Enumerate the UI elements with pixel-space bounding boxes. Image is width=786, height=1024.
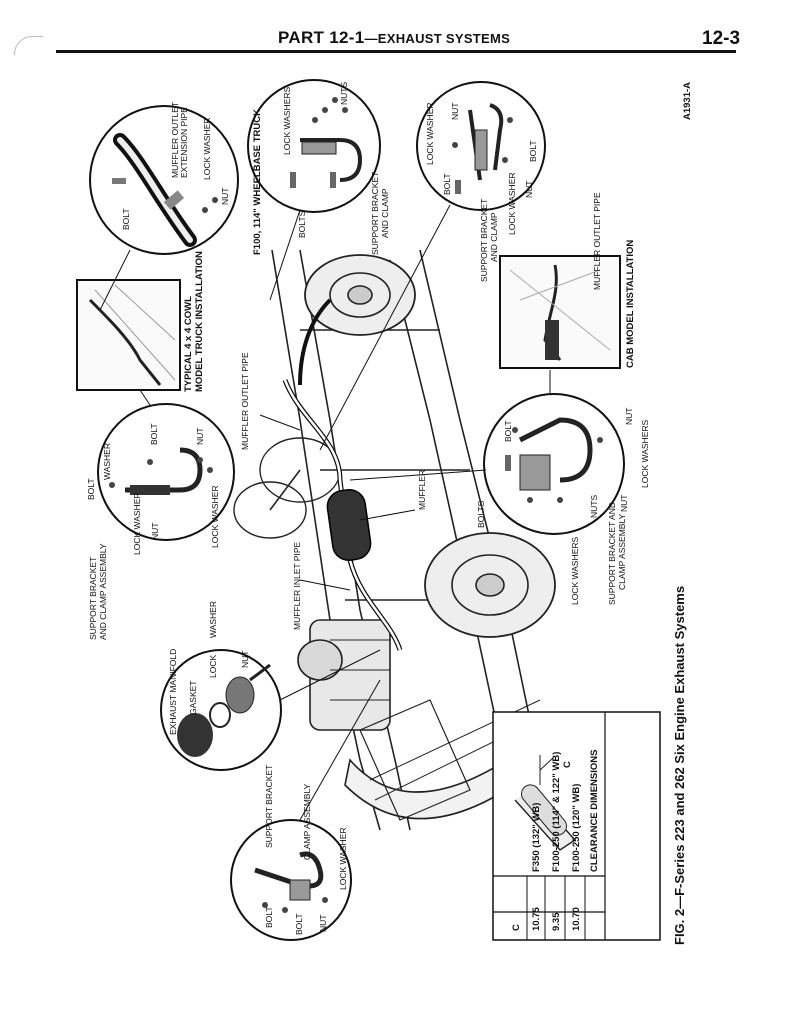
- label-muffler-outlet-pipe-main: MUFFLER OUTLET PIPE: [240, 352, 250, 450]
- label-washer-manifold: WASHER: [208, 601, 218, 638]
- label-bolt-cab2: BOLT: [528, 140, 538, 162]
- label-clamp-assembly-cab: CLAMP ASSEMBLY: [617, 513, 627, 590]
- inset-4x4-cowl: [77, 280, 180, 390]
- label-nuts-f100: NUTS: [339, 81, 349, 105]
- label-nut-cab1: NUT: [450, 102, 460, 120]
- cowl-title-line2: MODEL TRUCK INSTALLATION: [194, 251, 205, 392]
- label-nut: NUT: [220, 187, 230, 205]
- label-support-bracket-bottom: SUPPORT BRACKET: [264, 764, 274, 848]
- label-nut-cab2: NUT: [524, 180, 534, 198]
- table-value-0: 10.75: [531, 907, 542, 931]
- header-section: —EXHAUST SYSTEMS: [364, 31, 511, 46]
- label-lock-washers-f100: LOCK WASHERS: [282, 86, 292, 155]
- label-clamp-assembly-bottom: CLAMP ASSEMBLY: [302, 783, 312, 860]
- label-support-bracket-f100: SUPPORT BRACKET: [370, 171, 380, 255]
- label-and-clamp-cab: AND CLAMP: [489, 212, 499, 262]
- label-bolt-cab3: BOLT: [503, 420, 513, 442]
- exhaust-pipe-drawing: [285, 300, 400, 650]
- label-bolt: BOLT: [121, 208, 131, 230]
- label-clamp-assembly-4x4: AND CLAMP ASSEMBLY: [98, 543, 108, 640]
- label-lock-washer-bottom: LOCK WASHER: [338, 827, 348, 890]
- label-lock-washer-cab2: LOCK WASHER: [507, 172, 517, 235]
- table-title: CLEARANCE DIMENSIONS: [589, 749, 600, 872]
- label-lock-washers-cab: LOCK WASHERS: [640, 419, 650, 488]
- label-bolts-cab: BOLTS: [476, 500, 486, 528]
- table-model-0: F350 (132" WB): [531, 802, 542, 872]
- label-nut-cab3: NUT: [624, 407, 634, 425]
- detail-bottom-bracket: [231, 820, 351, 940]
- label-lock-washer-4x4: LOCK WASHER: [132, 492, 142, 555]
- label-muffler-inlet-pipe: MUFFLER INLET PIPE: [292, 541, 302, 630]
- table-header-c: C: [511, 924, 522, 931]
- label-washer-4x4: WASHER: [102, 443, 112, 480]
- label-lock-washer-cab1: LOCK WASHER: [425, 102, 435, 165]
- page-number: 12-3: [702, 28, 741, 49]
- label-lock: LOCK: [208, 654, 218, 678]
- table-value-1: 9.35: [551, 912, 562, 931]
- label-support-bracket-and: SUPPORT BRACKET AND: [607, 502, 617, 605]
- label-exhaust-manifold: EXHAUST MANIFOLD: [168, 648, 178, 735]
- table-model-1: F100-250 (114" & 122" WB): [551, 751, 562, 872]
- detail-cab-clamp-assembly: [484, 394, 624, 534]
- label-lock-washer-4x4-2: LOCK WASHER: [210, 485, 220, 548]
- label-bolt-4x4: BOLT: [86, 478, 96, 500]
- label-bolt-4x4-2: BOLT: [149, 423, 159, 445]
- label-and-clamp-f100: AND CLAMP: [380, 188, 390, 238]
- label-nut-bottom: NUT: [318, 914, 328, 932]
- clearance-c-marker: C: [562, 761, 573, 768]
- label-extension-pipe: EXTENSION PIPE: [179, 107, 189, 178]
- label-bolt-cab1: BOLT: [442, 173, 452, 195]
- label-support-bracket-4x4: SUPPORT BRACKET: [88, 556, 98, 640]
- header-part: PART 12-1: [278, 28, 365, 47]
- label-bolt-bottom1: BOLT: [264, 906, 274, 928]
- label-nut-cab4: NUT: [619, 494, 629, 512]
- cab-model-title: CAB MODEL INSTALLATION: [625, 239, 636, 368]
- label-bolt-bottom2: BOLT: [294, 913, 304, 935]
- inset-cab-model: [500, 256, 620, 368]
- label-nut-4x4-2: NUT: [150, 522, 160, 540]
- detail-exhaust-manifold: [161, 650, 281, 770]
- label-muffler-outlet-pipe-cab: MUFFLER OUTLET PIPE: [592, 192, 602, 290]
- label-bolts-f100: BOLTS: [297, 210, 307, 238]
- label-support-bracket-cab: SUPPORT BRACKET: [479, 198, 489, 282]
- table-value-2: 10.70: [571, 907, 582, 931]
- label-muffler: MUFFLER: [417, 469, 427, 510]
- detail-f100-bracket: [248, 80, 380, 212]
- detail-outlet-extension: [90, 106, 238, 254]
- label-nut-4x4: NUT: [195, 427, 205, 445]
- figure-id: A1931-A: [682, 81, 693, 120]
- label-lock-washers-cab2: LOCK WASHERS: [570, 536, 580, 605]
- figure-caption: FIG. 2—F-Series 223 and 262 Six Engine Exhaust Systems: [672, 585, 687, 945]
- label-muffler-outlet: MUFFLER OUTLET: [170, 101, 180, 178]
- f100-title: F100, 114" WHEELBASE TRUCK: [252, 109, 263, 255]
- table-model-2: F100-250 (120" WB): [571, 783, 582, 872]
- cowl-title-line1: TYPICAL 4 x 4 COWL: [183, 296, 194, 392]
- label-nuts-cab: NUTS: [589, 494, 599, 518]
- label-gasket: GASKET: [188, 680, 198, 715]
- label-nut-manifold: NUT: [240, 650, 250, 668]
- label-lock-washer: LOCK WASHER: [202, 117, 212, 180]
